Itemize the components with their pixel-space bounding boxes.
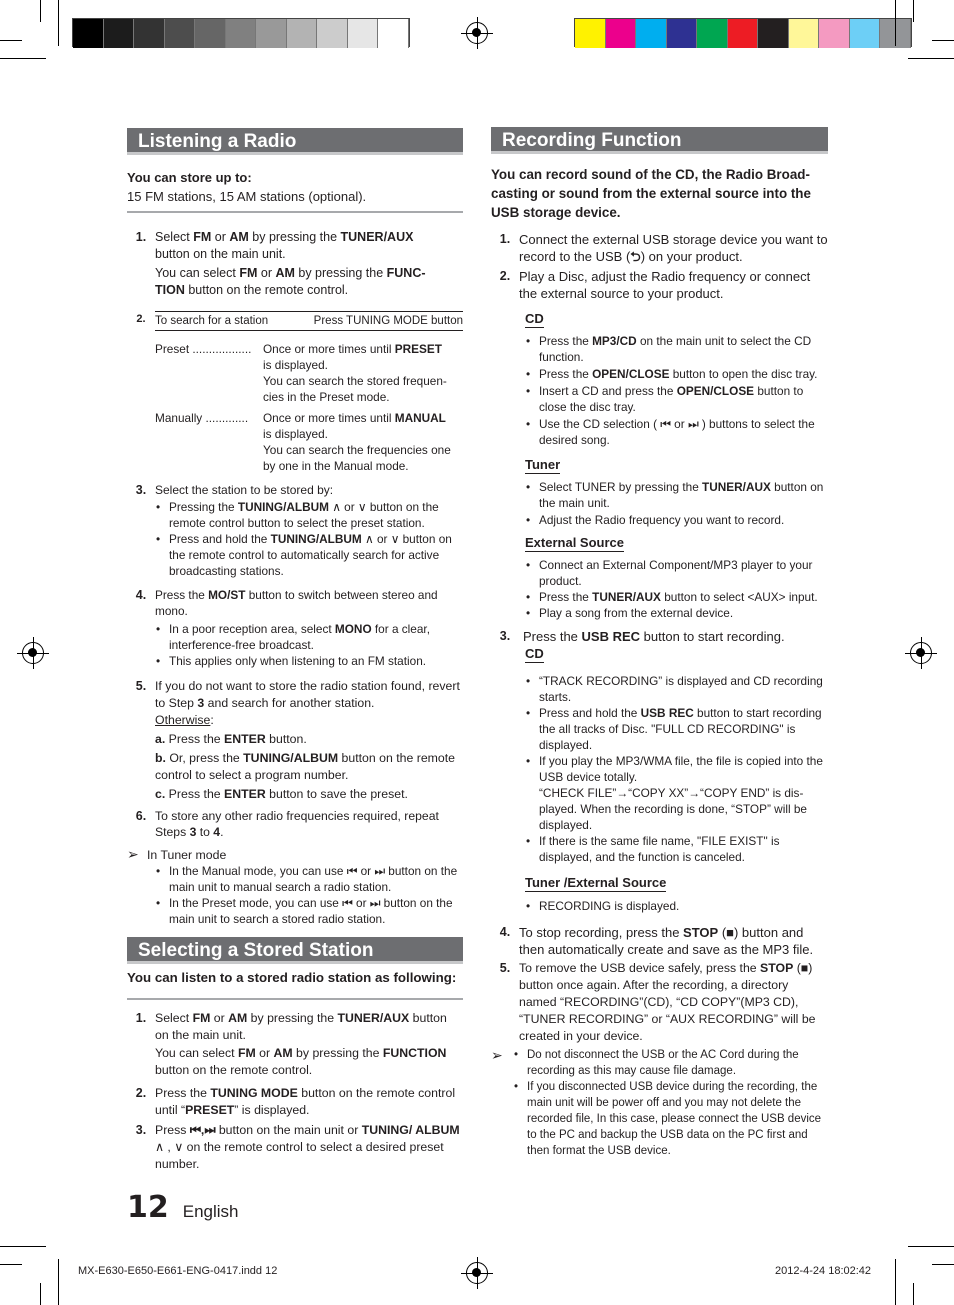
crop-mark (58, 1259, 59, 1305)
search-table-header: To search for a station Press TUNING MODE button (155, 315, 463, 327)
gray-swatch (287, 19, 318, 48)
crop-mark (58, 0, 59, 46)
usb-icon: ⮌ (630, 249, 641, 264)
crop-mark (895, 1259, 896, 1305)
slug-filename: MX-E630-E650-E661-ENG-0417.indd 12 (78, 1265, 278, 1277)
stored-step-3: 3. Press ⏮,⏭ button on the main unit or TUNING/ ALBUM ∧ , ∨ on the remote control to select a desired preset number. (127, 1122, 463, 1173)
gray-swatch (104, 19, 135, 48)
rec-step-3: 3. Press the USB REC button to start recording. (491, 628, 828, 645)
step-number: 1. (135, 1011, 147, 1025)
registration-mark-icon (466, 22, 488, 44)
gray-swatch (195, 19, 226, 48)
color-swatch (728, 19, 759, 48)
step-4: 4. Press the MO/ST button to switch between stereo and mono. • In a poor reception area, select MONO for a clear, interference-free broadcast. • This applies only when listening to an FM station. (127, 587, 463, 669)
step-number: 6. (135, 809, 147, 823)
step-5: 5. If you do not want to store the radio station found, revert to Step 3 and search for another station. Otherwise: a. Press the ENTER button. b. Or, press the TUNING/ALBUM button on the remote control to select a program number. c. Press the ENTER button to save the preset. (127, 678, 463, 803)
step-number: 5. (135, 679, 147, 693)
color-swatch (819, 19, 850, 48)
gray-swatch (256, 19, 287, 48)
step-number: 4. (135, 588, 147, 602)
stored-step-2: 2. Press the TUNING MODE button on the remote control until “PRESET” is displayed. (127, 1085, 463, 1119)
color-swatch (758, 19, 789, 48)
step-number: 2. (135, 1086, 147, 1100)
grayscale-swatch-bar (72, 18, 410, 47)
color-swatch (636, 19, 667, 48)
rec-step-2: 2. Play a Disc, adjust the Radio frequency or connect the external source to your product. (491, 268, 828, 302)
crop-mark (932, 40, 954, 41)
color-swatch (606, 19, 637, 48)
tuner-mode-note: ➢ In Tuner mode • In the Manual mode, you can use ⏮ or ⏭ button on the main unit to manual search a radio station. • In the Preset mode, you can use ⏮ or ⏭ button on the main unit to search a stored radio station. (127, 846, 463, 927)
color-swatch-bar (574, 18, 912, 47)
stored-step-1: 1. Select FM or AM by pressing the TUNER/AUX button on the main unit. You can select FM or AM by pressing the FUNCTION button on the remote control. (127, 1010, 463, 1079)
step-3: 3. Select the station to be stored by: • Pressing the TUNING/ALBUM ∧ or ∨ button on the remote control button to select the preset station. • Press and hold the TUNING/ALBUM ∧ or ∨ button on the remote control to automatically search for active broadcasting stations. (127, 482, 463, 579)
step-number: 4. (499, 925, 511, 939)
note-arrow-icon: ➢ (491, 1047, 503, 1063)
tuner-label: Tuner (525, 457, 561, 472)
crop-mark (0, 58, 46, 59)
step-number: 1. (135, 230, 147, 244)
step-number: 3. (135, 1123, 147, 1137)
crop-mark (908, 1246, 954, 1247)
recording-note: ➢ • Do not disconnect the USB or the AC Cord during the recording as this may cause file damage. • If you disconnected USB device during the recording, the main unit will be power off and you may not delete the recorded file, In this case, please connect the USB device to the PC and backup the USB data on the PC first and then format the USB device. (491, 1047, 828, 1159)
registration-mark-icon (466, 1262, 488, 1284)
rec-step-4: 4. To stop recording, press the STOP (■) button and then automatically create and save as the MP3 file. (491, 924, 828, 958)
crop-mark (932, 1264, 954, 1265)
registration-mark-icon (22, 642, 44, 664)
step-number: 2. (499, 269, 511, 283)
gray-swatch (378, 19, 409, 48)
crop-mark (0, 1246, 46, 1247)
search-table: Preset .................. Once or more times until PRESET is displayed. You can search the stored frequen- cies in the Preset mode. Manually ............. Once or more times until MANUAL is displayed. You can search the frequencies one by one in the Manual mode. (155, 342, 451, 473)
right-column: Recording Function You can record sound of the CD, the Radio Broad-casting or sound from the external source into the USB storage device. 1. Connect the external USB storage device you want to record to the USB (⮌) on your product. 2. Play a Disc, adjust the Radio frequency or connect the external source to your product. CD • Press the MP3/CD on the main unit to select the CD function. • Press the OPEN/CLOSE button to open the disc tray. • Insert a CD and press the OPEN/CLOSE button to close the disc tray. • Use the CD selection ( ⏮ or ⏭ ) buttons to select the desired song. Tuner • Select TUNER by pressing the TUNER/AUX button on the main unit. • Adjust the Radio frequency you want to record. External Source • Connect an External Component/MP3 player to your product. • Press the TUNER/AUX button to select <AUX> input. • Play a song from the external device. 3. Press the USB REC button to start recording. CD • “TRACK RECORDING” is displayed and CD recording starts. • Press and hold the USB REC button to start recording the all tracks of Disc. "FULL CD RECORDING" is displayed. • If you play the MP3/WMA file, the file is copied into the USB device totally. “CHECK FILE”→“COPY XX”→“COPY END” is dis-played. When the recording is done, “STOP” will be displayed. • If there is the same file name, "FILE EXIST" is displayed, and the function is canceled. Tuner /External Source • RECORDING is displayed. 4. To stop recording, press the STOP (■) button and then automatically create and save as the MP3 file. 5. To remove the USB device safely, press the STOP (■) button once again. After the recording, a directory named “RECORDING”(CD), “CD COPY”(MP3 CD), “TUNER RECORDING” or “AUX RECORDING” will be created in your device. ➢ • Do not disconnect the USB or the AC Cord during the recording as this may cause file damage. • If you disconnected USB device during the recording, the main unit will be power off and you may not delete the recorded file, In this case, please connect the USB device to the PC and backup the USB data on the PC first and then format the USB device. (491, 127, 828, 1159)
gray-swatch (134, 19, 165, 48)
crop-mark (895, 0, 896, 46)
crop-mark (0, 1264, 22, 1265)
recording-intro: You can record sound of the CD, the Radio Broad-casting or sound from the external source into the USB storage device. (491, 167, 811, 220)
page-number: 12 (127, 1190, 169, 1225)
registration-mark-icon (910, 642, 932, 664)
external-source-label: External Source (525, 535, 624, 550)
color-swatch (667, 19, 698, 48)
step-2 (127, 311, 463, 474)
step-number: 5. (499, 961, 511, 975)
crop-mark (0, 40, 22, 41)
step-number: 3. (499, 629, 511, 643)
crop-mark (913, 1283, 914, 1305)
intro-heading: You can store up to: (127, 170, 252, 185)
step-1: 1. Select FM or AM by pressing the TUNER/AUX button on the main unit. You can select FM or AM by pressing the FUNC- TION button on the remote control. (127, 229, 463, 299)
tuner-external-label: Tuner /External Source (525, 875, 667, 890)
stored-intro: You can listen to a stored radio station as following: (127, 970, 457, 985)
section-title-recording: Recording Function (491, 127, 828, 154)
page-footer (127, 1190, 239, 1225)
section-title-listening-radio: Listening a Radio (127, 128, 463, 155)
rec-step-1: 1. Connect the external USB storage device you want to record to the USB (⮌) on your product. (491, 231, 828, 265)
section-title-stored-station: Selecting a Stored Station (127, 937, 463, 964)
color-swatch (850, 19, 881, 48)
crop-mark (40, 1283, 41, 1305)
crop-mark (40, 0, 41, 22)
gray-swatch (73, 19, 104, 48)
slug-date: 2012-4-24 18:02:42 (775, 1265, 872, 1277)
intro-text: 15 FM stations, 15 AM stations (optional). (127, 189, 367, 204)
page-language: English (182, 1202, 239, 1221)
gray-swatch (317, 19, 348, 48)
color-swatch (789, 19, 820, 48)
gray-swatch (348, 19, 379, 48)
left-column (127, 128, 463, 1173)
rec-step-5: 5. To remove the USB device safely, press the STOP (■) button once again. After the recording, a directory named “RECORDING”(CD), “CD COPY”(MP3 CD), “TUNER RECORDING” or “AUX RECORDING” will be created in your device. (491, 960, 828, 1045)
crop-mark (908, 58, 954, 59)
step-6: 6. To store any other radio frequencies required, repeat Steps 3 to 4. (127, 808, 463, 840)
crop-mark (913, 0, 914, 22)
gray-swatch (165, 19, 196, 48)
cd-label: CD (525, 311, 544, 326)
step-number: 3. (135, 483, 147, 497)
gray-swatch (226, 19, 257, 48)
color-swatch (575, 19, 606, 48)
cd-label-2: CD (525, 646, 544, 661)
note-arrow-icon: ➢ (127, 846, 139, 862)
step-number: 2. (136, 313, 146, 325)
step-number: 1. (499, 232, 511, 246)
color-swatch (697, 19, 728, 48)
